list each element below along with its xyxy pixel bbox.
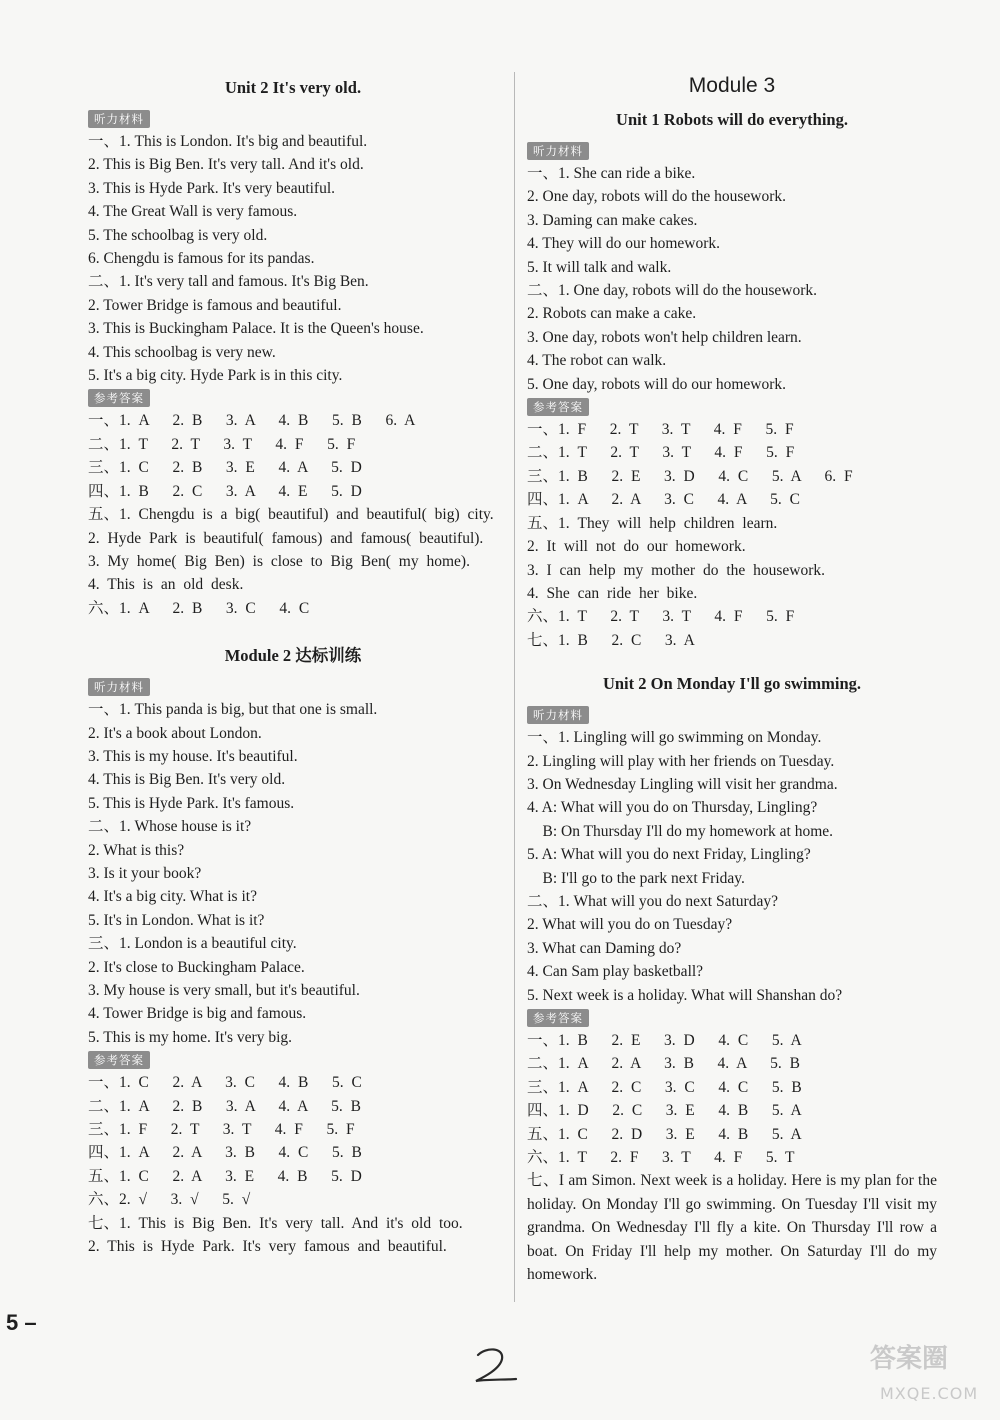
- text-line: 2. What will you do on Tuesday?: [527, 916, 733, 934]
- text-line: 一、1. B 2. E 3. D 4. C 5. A: [527, 1032, 802, 1049]
- text-line: B: I'll go to the park next Friday.: [527, 869, 745, 887]
- text-line: 4. It's a big city. What is it?: [88, 888, 257, 906]
- listening-tag: 听力材料: [88, 110, 150, 128]
- text-line: 六、1. T 2. F 3. T 4. F 5. T: [527, 1149, 795, 1167]
- watermark-logo: 答案圈: [870, 1344, 949, 1374]
- text-line: 五、1. C 2. A 3. E 4. B 5. D: [88, 1167, 362, 1185]
- unit2-writing-paragraph: 七、I am Simon. Next week is a holiday. Here is my plan for the holiday. On Monday I'll go swimming. On Tuesday I'll visit my grandma. On Wednesday I'll fly a kite. On Thursday I'll row a boat. On Friday I'll help my mother. On Saturday I'll do my homework.: [527, 1172, 937, 1284]
- text-line: 2. Tower Bridge is famous and beautiful.: [88, 296, 342, 314]
- unit2-title: Unit 2 It's very old.: [224, 78, 362, 97]
- text-line: 2. This is Hyde Park. It's very famous and beautiful.: [88, 1238, 447, 1256]
- answers-tag: 参考答案: [527, 398, 589, 416]
- listening-tag: 听力材料: [88, 678, 150, 696]
- text-line: 3. This is Buckingham Palace. It is the Queen's house.: [88, 320, 424, 338]
- text-line: 4. Tower Bridge is big and famous.: [88, 1005, 307, 1023]
- module2-answers-list: [88, 1071, 498, 1258]
- text-line: 3. What can Daming do?: [527, 939, 682, 957]
- text-line: 五、1. Chengdu is a big( beautiful) and beautiful( big) city.: [88, 506, 494, 524]
- text-line: 2. This is Big Ben. It's very tall. And it's old.: [88, 156, 364, 174]
- column-divider: [514, 72, 515, 1302]
- unit2-listening-list-right: [527, 726, 937, 1007]
- text-line: 二、1. A 2. B 3. A 4. A 5. B: [88, 1097, 361, 1115]
- module3-title: Module 3: [688, 74, 776, 97]
- text-line: 三、1. F 2. T 3. T 4. F 5. F: [88, 1121, 355, 1139]
- unit2-answers-list-right: [527, 1029, 937, 1169]
- text-line: 4. A: What will you do on Thursday, Lingling?: [527, 799, 818, 817]
- text-line: 五、1. They will help children learn.: [527, 514, 778, 532]
- text-line: 2. One day, robots will do the housework.: [527, 188, 787, 206]
- text-line: 三、1. B 2. E 3. D 4. C 5. A 6. F: [527, 467, 853, 485]
- text-line: 5. A: What will you do next Friday, Lingling?: [527, 846, 811, 864]
- text-line: 五、1. C 2. D 3. E 4. B 5. A: [527, 1125, 802, 1143]
- text-line: 5. It's in London. What is it?: [88, 911, 265, 929]
- text-line: 2. Lingling will play with her friends on Tuesday.: [527, 752, 835, 770]
- text-line: 四、1. A 2. A 3. B 4. C 5. B: [88, 1144, 362, 1162]
- answers-tag: 参考答案: [527, 1009, 589, 1027]
- handwritten-mark: [470, 1345, 522, 1385]
- text-line: 三、1. London is a beautiful city.: [88, 935, 297, 953]
- text-line: 5. This is Hyde Park. It's famous.: [88, 794, 295, 812]
- text-line: 4. Can Sam play basketball?: [527, 963, 704, 981]
- text-line: 二、1. It's very tall and famous. It's Big Ben.: [88, 273, 369, 291]
- text-line: 一、1. Lingling will go swimming on Monday.: [527, 729, 822, 747]
- text-line: 二、1. A 2. A 3. B 4. A 5. B: [527, 1055, 800, 1073]
- text-line: 3. This is Hyde Park. It's very beautiful.: [88, 179, 336, 197]
- text-line: 4. She can ride her bike.: [527, 584, 698, 602]
- text-line: 六、1. A 2. B 3. C 4. C: [88, 599, 310, 617]
- listening-tag: 听力材料: [527, 706, 589, 724]
- text-line: 3. My house is very small, but it's beautiful.: [88, 982, 360, 999]
- text-line: 一、1. A 2. B 3. A 4. B 5. B 6. A: [88, 412, 416, 430]
- page-number: 5 –: [6, 1310, 37, 1335]
- text-line: 3. My home( Big Ben) is close to Big Ben( my home).: [88, 552, 470, 570]
- answers-tag: 参考答案: [88, 389, 150, 407]
- text-line: 6. Chengdu is famous for its pandas.: [88, 250, 315, 268]
- unit1-title: Unit 1 Robots will do everything.: [616, 110, 848, 129]
- text-line: 二、1. T 2. T 3. T 4. F 5. F: [88, 435, 356, 453]
- unit2-listening-list: [88, 130, 498, 387]
- text-line: 四、1. A 2. A 3. C 4. A 5. C: [527, 491, 800, 509]
- text-line: 一、1. C 2. A 3. C 4. B 5. C: [88, 1074, 362, 1092]
- text-line: 一、1. F 2. T 3. T 4. F 5. F: [527, 421, 794, 439]
- text-line: 3. One day, robots won't help children learn.: [527, 328, 802, 346]
- text-line: 5. It will talk and walk.: [527, 258, 672, 276]
- listening-tag: 听力材料: [527, 142, 589, 160]
- text-line: 4. This is an old desk.: [88, 576, 244, 594]
- unit1-answers-list: [527, 418, 937, 652]
- text-line: 2. It's close to Buckingham Palace.: [88, 958, 305, 976]
- text-line: B: On Thursday I'll do my homework at home.: [527, 822, 834, 840]
- text-line: 4. This is Big Ben. It's very old.: [88, 771, 286, 789]
- text-line: 4. They will do our homework.: [527, 235, 721, 253]
- unit1-listening-list: [527, 162, 937, 396]
- text-line: 5. It's a big city. Hyde Park is in this city.: [88, 367, 343, 385]
- text-line: 四、1. B 2. C 3. A 4. E 5. D: [88, 482, 362, 500]
- text-line: 一、1. She can ride a bike.: [527, 165, 696, 182]
- text-line: 4. The Great Wall is very famous.: [88, 203, 298, 221]
- text-line: 四、1. D 2. C 3. E 4. B 5. A: [527, 1102, 802, 1120]
- unit2-title-right: Unit 2 On Monday I'll go swimming.: [602, 674, 862, 694]
- text-line: 2. What is this?: [88, 841, 185, 859]
- text-line: 七、1. This is Big Ben. It's very tall. And it's old too.: [88, 1214, 463, 1232]
- right-column: [527, 68, 937, 1286]
- text-line: 5. This is my home. It's very big.: [88, 1028, 292, 1046]
- text-line: 5. The schoolbag is very old.: [88, 226, 268, 244]
- text-line: 3. I can help my mother do the housework.: [527, 561, 826, 579]
- text-line: 二、1. Whose house is it?: [88, 818, 252, 836]
- text-line: 4. This schoolbag is very new.: [88, 343, 276, 361]
- text-line: 5. Next week is a holiday. What will Shanshan do?: [527, 986, 843, 1004]
- module2-listening-list: [88, 698, 498, 1049]
- text-line: 3. Daming can make cakes.: [527, 211, 698, 229]
- text-line: 4. The robot can walk.: [527, 352, 667, 370]
- text-line: 二、1. T 2. T 3. T 4. F 5. F: [527, 444, 795, 462]
- text-line: 3. This is my house. It's beautiful.: [88, 747, 298, 765]
- text-line: 3. On Wednesday Lingling will visit her grandma.: [527, 775, 838, 793]
- text-line: 三、1. A 2. C 3. C 4. C 5. B: [527, 1078, 802, 1096]
- text-line: 三、1. C 2. B 3. E 4. A 5. D: [88, 459, 362, 477]
- text-line: 2. Hyde Park is beautiful( famous) and famous( beautiful).: [88, 529, 484, 547]
- text-line: 5. One day, robots will do our homework.: [527, 375, 787, 393]
- text-line: 六、1. T 2. T 3. T 4. F 5. F: [527, 608, 795, 626]
- text-line: 六、2. √ 3. √ 5. √: [88, 1191, 251, 1209]
- text-line: 3. Is it your book?: [88, 864, 202, 882]
- unit2-answers-list: [88, 409, 498, 620]
- module2-title: Module 2 达标训练: [224, 646, 362, 666]
- text-line: 二、1. One day, robots will do the housework.: [527, 282, 818, 300]
- text-line: 七、1. B 2. C 3. A: [527, 631, 695, 649]
- text-line: 一、1. This is London. It's big and beautiful.: [88, 133, 368, 150]
- watermark-site: MXQE.COM: [880, 1384, 979, 1403]
- text-line: 2. It's a book about London.: [88, 724, 262, 742]
- text-line: 2. It will not do our homework.: [527, 538, 746, 556]
- left-column: [88, 68, 498, 1258]
- answers-tag: 参考答案: [88, 1051, 150, 1069]
- text-line: 2. Robots can make a cake.: [527, 305, 697, 323]
- text-line: 一、1. This panda is big, but that one is small.: [88, 701, 378, 719]
- text-line: 二、1. What will you do next Saturday?: [527, 892, 778, 910]
